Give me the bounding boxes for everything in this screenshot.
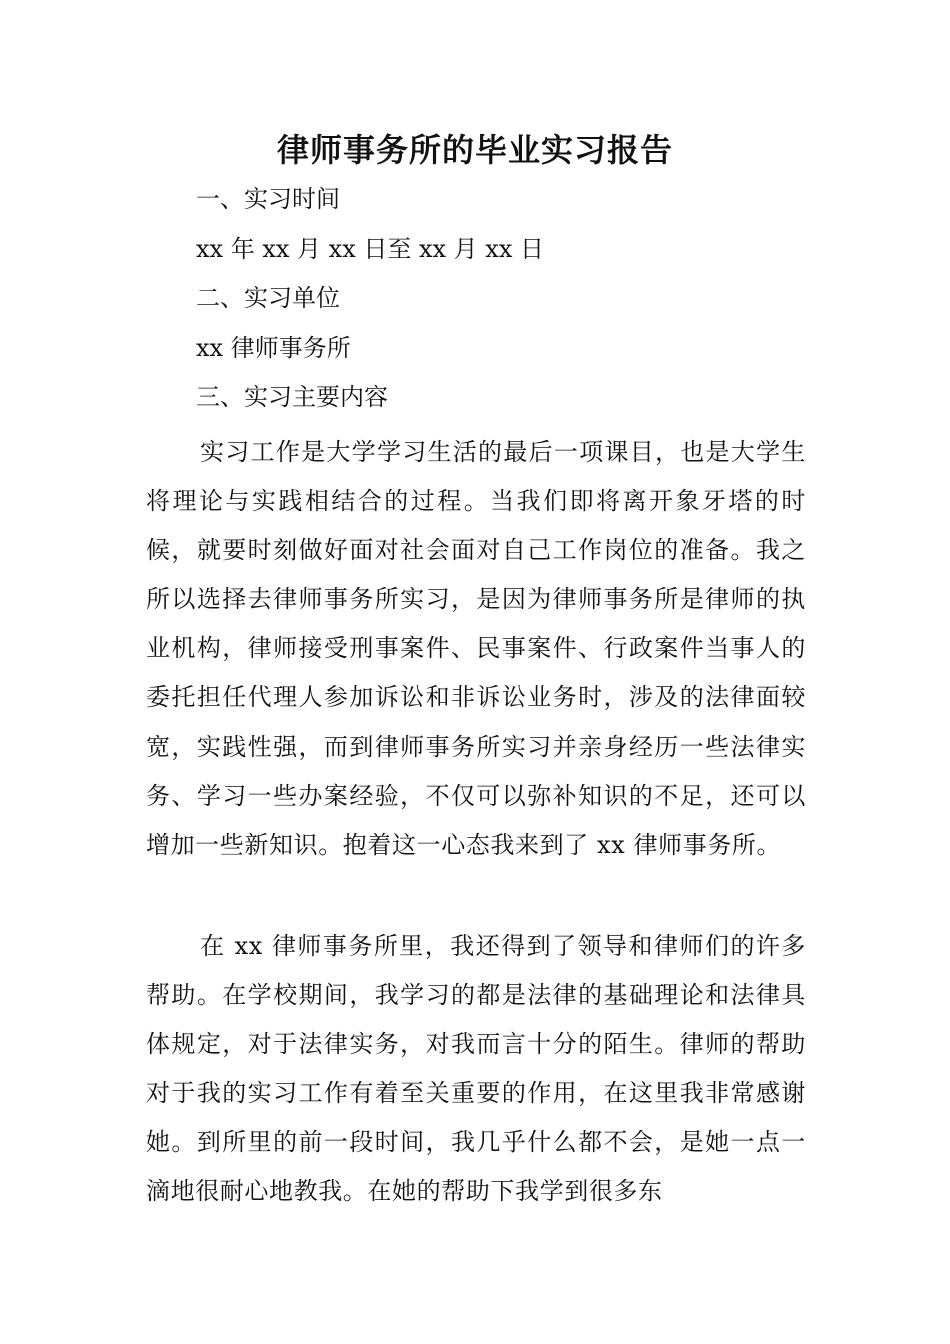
- document-title: 律师事务所的毕业实习报告: [276, 131, 673, 169]
- internship-dates: xx 年 xx 月 xx 日至 xx 月 xx 日: [196, 235, 545, 263]
- body-paragraph-1: 实习工作是大学学习生活的最后一项课目，也是大学生将理论与实践相结合的过程。当我们即将离开象牙塔的时候，就要时刻做好面对社会面对自己工作岗位的准备。我之所以选择去律师事务所实习，是因为律师事务所是律师的执业机构，律师接受刑事案件、民事案件、行政案件当事人的委托担任代理人参加诉讼和非诉讼业务时，涉及的法律面较宽，实践性强，而到律师事务所实习并亲身经历一些法律实务、学习一些办案经验，不仅可以弥补知识的不足，还可以增加一些新知识。抱着这一心态我来到了 xx 律师事务所。: [146, 438, 806, 859]
- section-heading-content: 三、实习主要内容: [196, 383, 388, 411]
- section-heading-time: 一、实习时间: [196, 185, 340, 213]
- body-paragraph-2: 在 xx 律师事务所里，我还得到了领导和律师们的许多帮助。在学校期间，我学习的都是法律的基础理论和法律具体规定，对于法律实务，对我而言十分的陌生。律师的帮助对于我的实习工作有着至关重要的作用，在这里我非常感谢她。到所里的前一段时间，我几乎什么都不会，是她一点一滴地很耐心地教我。在她的帮助下我学到很多东: [146, 932, 806, 1206]
- internship-unit: xx 律师事务所: [196, 334, 351, 362]
- section-heading-unit: 二、实习单位: [196, 284, 340, 312]
